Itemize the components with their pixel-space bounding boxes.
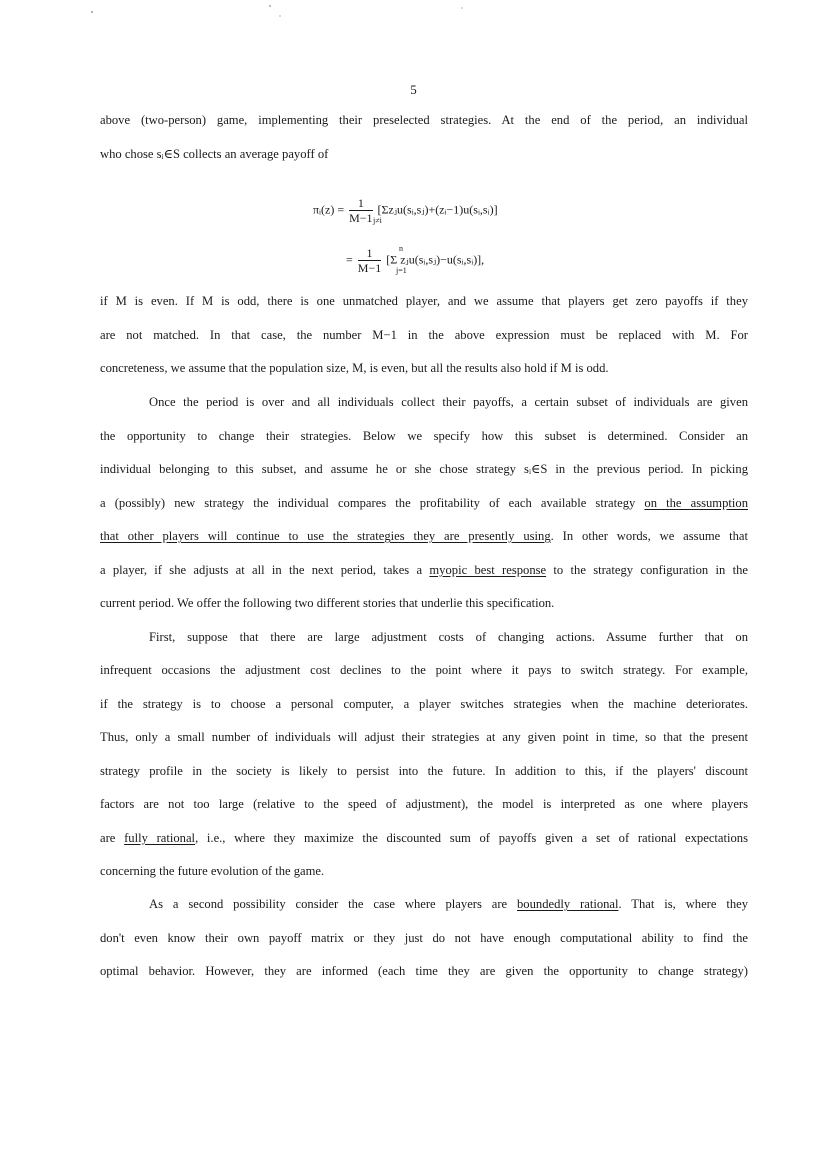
text-line <box>100 828 748 848</box>
text-line: infrequent occasions the adjustment cost declines to the point where it pays to switch strategy. For example, <box>100 663 748 677</box>
fraction-denominator: M−1 <box>349 211 373 225</box>
sum-subscript: j=1 <box>396 266 407 275</box>
text-line: concreteness, we assume that the population size, M, is even, but all the results also hold if M is odd. <box>100 361 609 375</box>
text-span: As a second possibility consider the case where players are <box>149 897 517 911</box>
text-line: Once the period is over and all individuals collect their payoffs, a certain subset of individuals are given <box>149 395 748 409</box>
scan-specks <box>0 0 827 40</box>
text-line: who chose sᵢ∈S collects an average payoff of <box>100 147 329 161</box>
underlined-text: myopic best response <box>429 563 547 577</box>
text-line <box>149 894 748 914</box>
text-line <box>100 560 748 580</box>
page-number: 5 <box>410 82 417 97</box>
equation-body: [Σzⱼu(sᵢ,sⱼ)+(zᵢ−1)u(sᵢ,sᵢ)] <box>377 202 498 217</box>
text-line: are not matched. In that case, the number M−1 in the above expression must be replaced with M. For <box>100 328 748 342</box>
equation-line-2 <box>346 246 484 275</box>
text-line: the opportunity to change their strategies. Below we specify how this subset is determined. Consider an <box>100 429 748 443</box>
text-span: are <box>100 831 125 845</box>
text-line <box>100 526 748 546</box>
fraction-denominator: M−1 <box>357 261 382 275</box>
text-span: . In other words, we assume that <box>550 529 749 543</box>
text-line: above (two-person) game, implementing their preselected strategies. At the end of the period, an individual <box>100 113 748 127</box>
underlined-text: on the assumption <box>644 496 748 510</box>
underlined-text: that other players will continue to use the strategies they are presently using <box>100 529 551 543</box>
text-line: Thus, only a small number of individuals will adjust their strategies at any given point in time, so that the present <box>100 730 748 744</box>
sum-subscript: j≠i <box>373 216 382 225</box>
fraction <box>358 246 381 275</box>
text-line: concerning the future evolution of the game. <box>100 864 325 878</box>
sum-superscript: n <box>399 244 403 253</box>
equation-body: [Σ zⱼu(sᵢ,sⱼ)−u(sᵢ,sᵢ)], <box>386 252 485 267</box>
underlined-text: fully rational <box>124 831 196 845</box>
text-line: if the strategy is to choose a personal computer, a player switches strategies when the machine deteriorates. <box>100 697 748 711</box>
equals-sign: = <box>346 252 353 267</box>
text-span: , i.e., where they maximize the discounted sum of payoffs given a set of rational expectations <box>195 831 748 845</box>
text-line: optimal behavior. However, they are informed (each time they are given the opportunity to change strategy) <box>100 964 748 978</box>
fraction-numerator: 1 <box>358 246 381 261</box>
text-line: current period. We offer the following two different stories that underlie this specification. <box>100 596 555 610</box>
text-span: a (possibly) new strategy the individual compares the profitability of each available strategy <box>100 496 645 510</box>
text-line: individual belonging to this subset, and assume he or she chose strategy sᵢ∈S in the previous period. In picking <box>100 462 748 476</box>
text-line <box>100 493 748 513</box>
fraction <box>349 196 372 225</box>
text-line: don't even know their own payoff matrix or they just do not have enough computational ability to find the <box>100 931 748 945</box>
text-line: if M is even. If M is odd, there is one unmatched player, and we assume that players get zero payoffs if they <box>100 294 748 308</box>
equation-line-1 <box>313 196 498 225</box>
fraction-numerator: 1 <box>349 196 372 211</box>
text-line: factors are not too large (relative to the speed of adjustment), the model is interpreted as one where players <box>100 797 748 811</box>
text-span: a player, if she adjusts at all in the next period, takes a <box>100 563 430 577</box>
text-line: strategy profile in the society is likely to persist into the future. In addition to this, if the players' discount <box>100 764 748 778</box>
text-span: . That is, where they <box>618 897 749 911</box>
text-line: First, suppose that there are large adjustment costs of changing actions. Assume further that on <box>149 630 748 644</box>
text-span: to the strategy configuration in the <box>546 563 748 577</box>
equation-lhs: πᵢ(z) = <box>313 202 345 217</box>
underlined-text: boundedly rational <box>517 897 619 911</box>
